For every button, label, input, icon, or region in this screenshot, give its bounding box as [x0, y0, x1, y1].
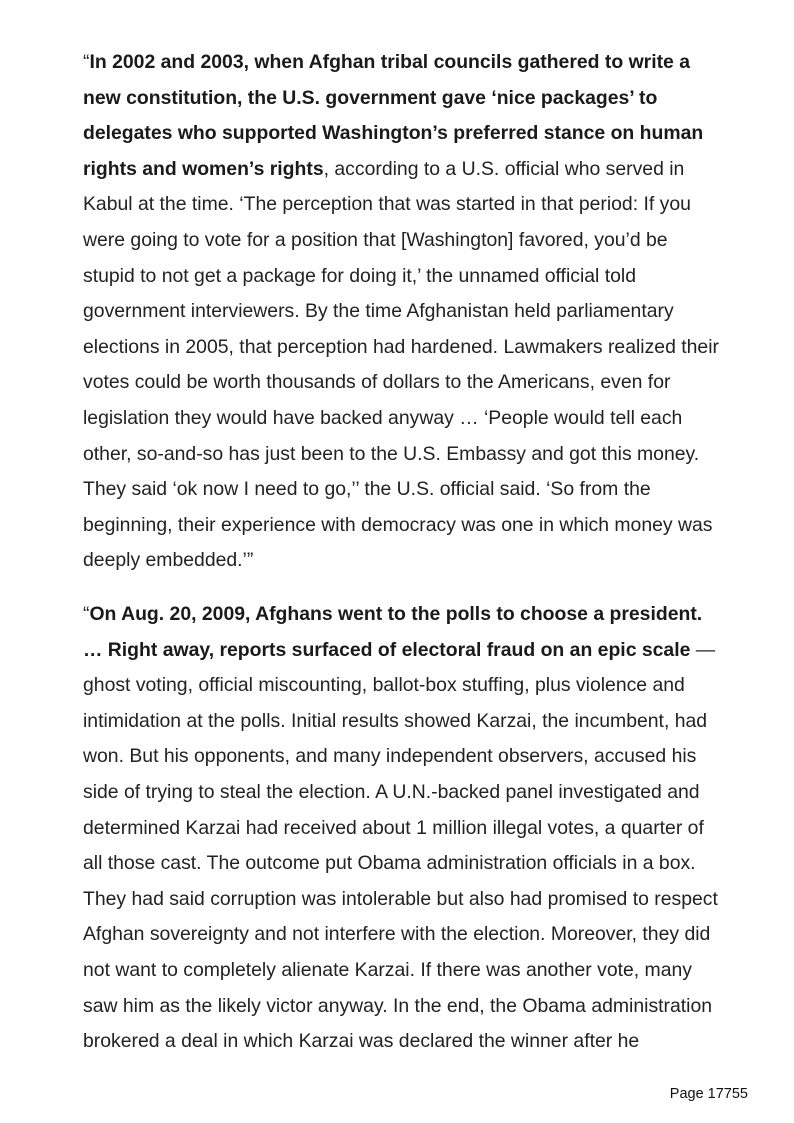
body-text: , according to a U.S. official who served in Kabul at the time. ‘The perception that was started in that period: If you were going to vote for a position that [Washington] favored, you’d be stupid to not get a package for doing it,’ the unnamed official told government interviewers. By the time Afghanistan held parliamentary elections in 2005, that perception had hardened. Lawmakers realized their votes could be worth thousands of dollars to the Americans, even for legislation they would have backed anyway … ‘People would tell each other, so-and-so has just been to the U.S. Embassy and got this money. They said ‘ok now I need to go,’’ the U.S. official said. ‘So from the beginning, their experience with democracy was one in which money was deeply embedded.’”	[83, 157, 719, 572]
open-quote: “	[83, 51, 90, 73]
bold-lead-text: On Aug. 20, 2009, Afghans went to the polls to choose a president. … Right away, reports surfaced of electoral fraud on an epic scale	[83, 603, 703, 661]
bold-lead-text: In 2002 and 2003, when Afghan tribal councils gathered to write a new constitution, the U.S. government gave ‘nice packages’ to delegates who supported Washington’s preferred stance on human rights and women’s rights	[83, 51, 704, 180]
quote-paragraph-constitution	[83, 45, 723, 579]
page-number: Page 17755	[664, 1085, 748, 1105]
body-text: — ghost voting, official miscounting, ballot-box stuffing, plus violence and intimidation at the polls. Initial results showed Karzai, the incumbent, had won. But his opponents, and many independent observers, accused his side of trying to steal the election. A U.N.-backed panel investigated and determined Karzai had received about 1 million illegal votes, a quarter of all those cast. The outcome put Obama administration officials in a box. They had said corruption was intolerable but also had promised to respect Afghan sovereignty and not interfere with the election. Moreover, they did not want to completely alienate Karzai. If there was another vote, many saw him as the likely victor anyway. In the end, the Obama administration brokered a deal in which Karzai was declared the winner after he	[83, 638, 718, 1053]
quote-paragraph-election	[83, 597, 723, 1060]
open-quote: “	[83, 603, 90, 625]
